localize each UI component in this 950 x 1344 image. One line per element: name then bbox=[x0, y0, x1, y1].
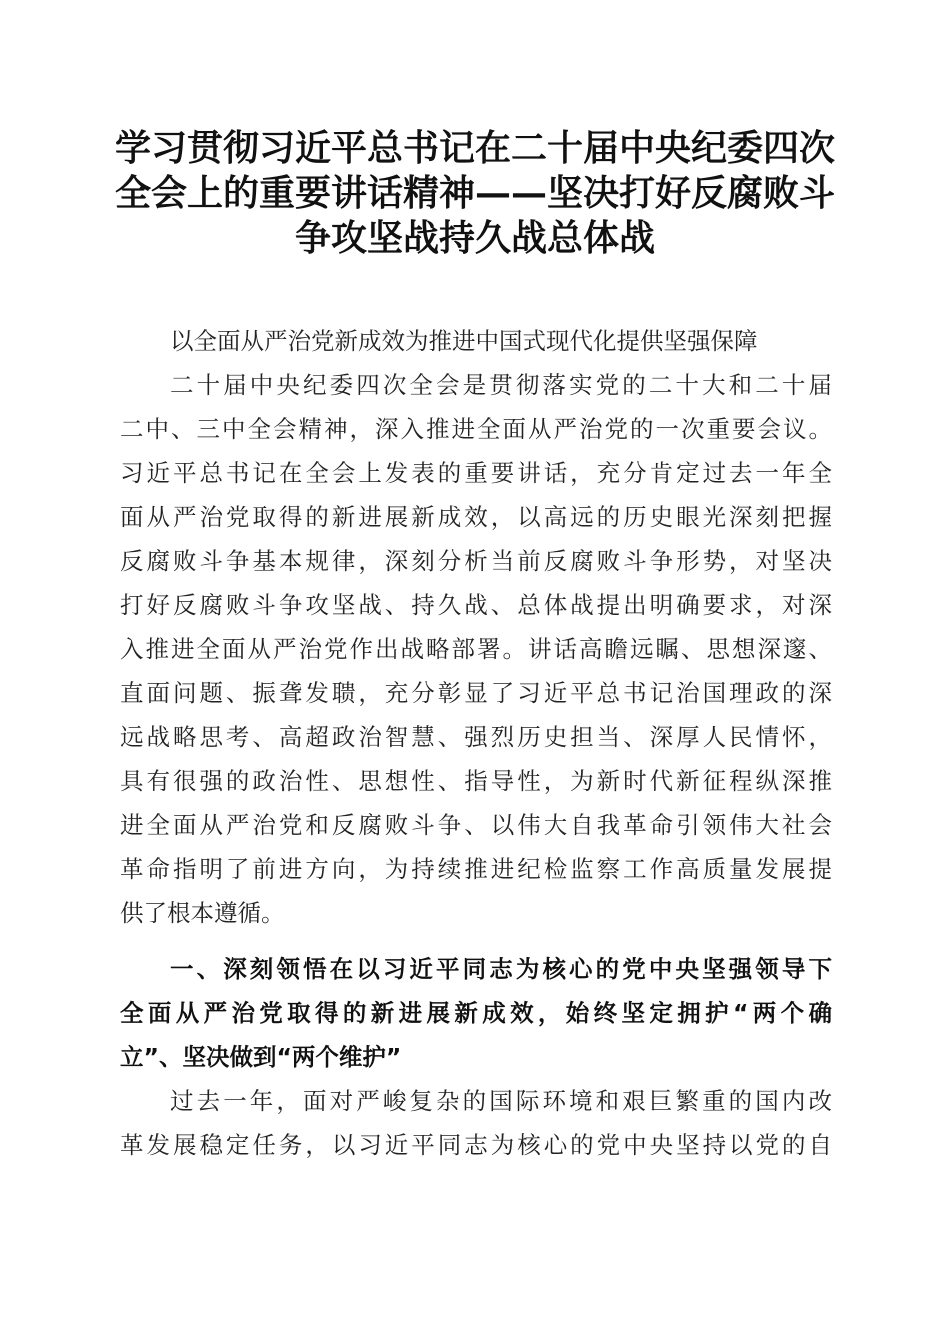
paragraph-line: 具有很强的政治性、思想性、指导性，为新时代新征程纵深推 bbox=[120, 767, 832, 795]
title-line: 学习贯彻习近平总书记在二十届中央纪委四次 bbox=[114, 127, 835, 169]
paragraph-line: 革命指明了前进方向，为持续推进纪检监察工作高质量发展提 bbox=[120, 855, 832, 883]
section-heading-1 bbox=[120, 947, 832, 1079]
heading-line: 一、深刻领悟在以习近平同志为核心的党中央坚强领导下 bbox=[170, 955, 832, 983]
paragraph-line: 入推进全面从严治党作出战略部署。讲话高瞻远瞩、思想深邃、 bbox=[120, 635, 832, 663]
heading-line: 全面从严治党取得的新进展新成效，始终坚定拥护“两个确 bbox=[120, 999, 832, 1027]
paragraph-line: 二中、三中全会精神，深入推进全面从严治党的一次重要会议。 bbox=[120, 415, 832, 443]
subtitle-line: 以全面从严治党新成效为推进中国式现代化提供坚强保障 bbox=[170, 327, 758, 355]
paragraph-line: 习近平总书记在全会上发表的重要讲话，充分肯定过去一年全 bbox=[120, 459, 832, 487]
heading-line: 立”、坚决做到“两个维护” bbox=[120, 1043, 402, 1071]
subtitle bbox=[120, 319, 832, 363]
paragraph-line: 供了根本遵循。 bbox=[120, 899, 285, 927]
paragraph-line: 打好反腐败斗争攻坚战、持久战、总体战提出明确要求，对深 bbox=[120, 591, 832, 619]
paragraph-line: 过去一年，面对严峻复杂的国际环境和艰巨繁重的国内改 bbox=[170, 1087, 832, 1115]
paragraph-line: 面从严治党取得的新进展新成效，以高远的历史眼光深刻把握 bbox=[120, 503, 832, 531]
title-line: 全会上的重要讲话精神——坚决打好反腐败斗 bbox=[114, 172, 835, 214]
paragraph-line: 二十届中央纪委四次全会是贯彻落实党的二十大和二十届 bbox=[170, 371, 832, 399]
paragraph-line: 反腐败斗争基本规律，深刻分析当前反腐败斗争形势，对坚决 bbox=[120, 547, 832, 575]
paragraph-line: 革发展稳定任务，以习近平同志为核心的党中央坚持以党的自 bbox=[120, 1131, 832, 1159]
title-line: 争攻坚战持久战总体战 bbox=[294, 217, 655, 259]
paragraph-1 bbox=[120, 363, 832, 935]
paragraph-line: 直面问题、振聋发聩，充分彰显了习近平总书记治国理政的深 bbox=[120, 679, 832, 707]
paragraph-line: 远战略思考、高超政治智慧、强烈历史担当、深厚人民情怀， bbox=[120, 723, 832, 751]
paragraph-2 bbox=[120, 1079, 832, 1167]
document-title bbox=[100, 126, 850, 261]
paragraph-line: 进全面从严治党和反腐败斗争、以伟大自我革命引领伟大社会 bbox=[120, 811, 832, 839]
